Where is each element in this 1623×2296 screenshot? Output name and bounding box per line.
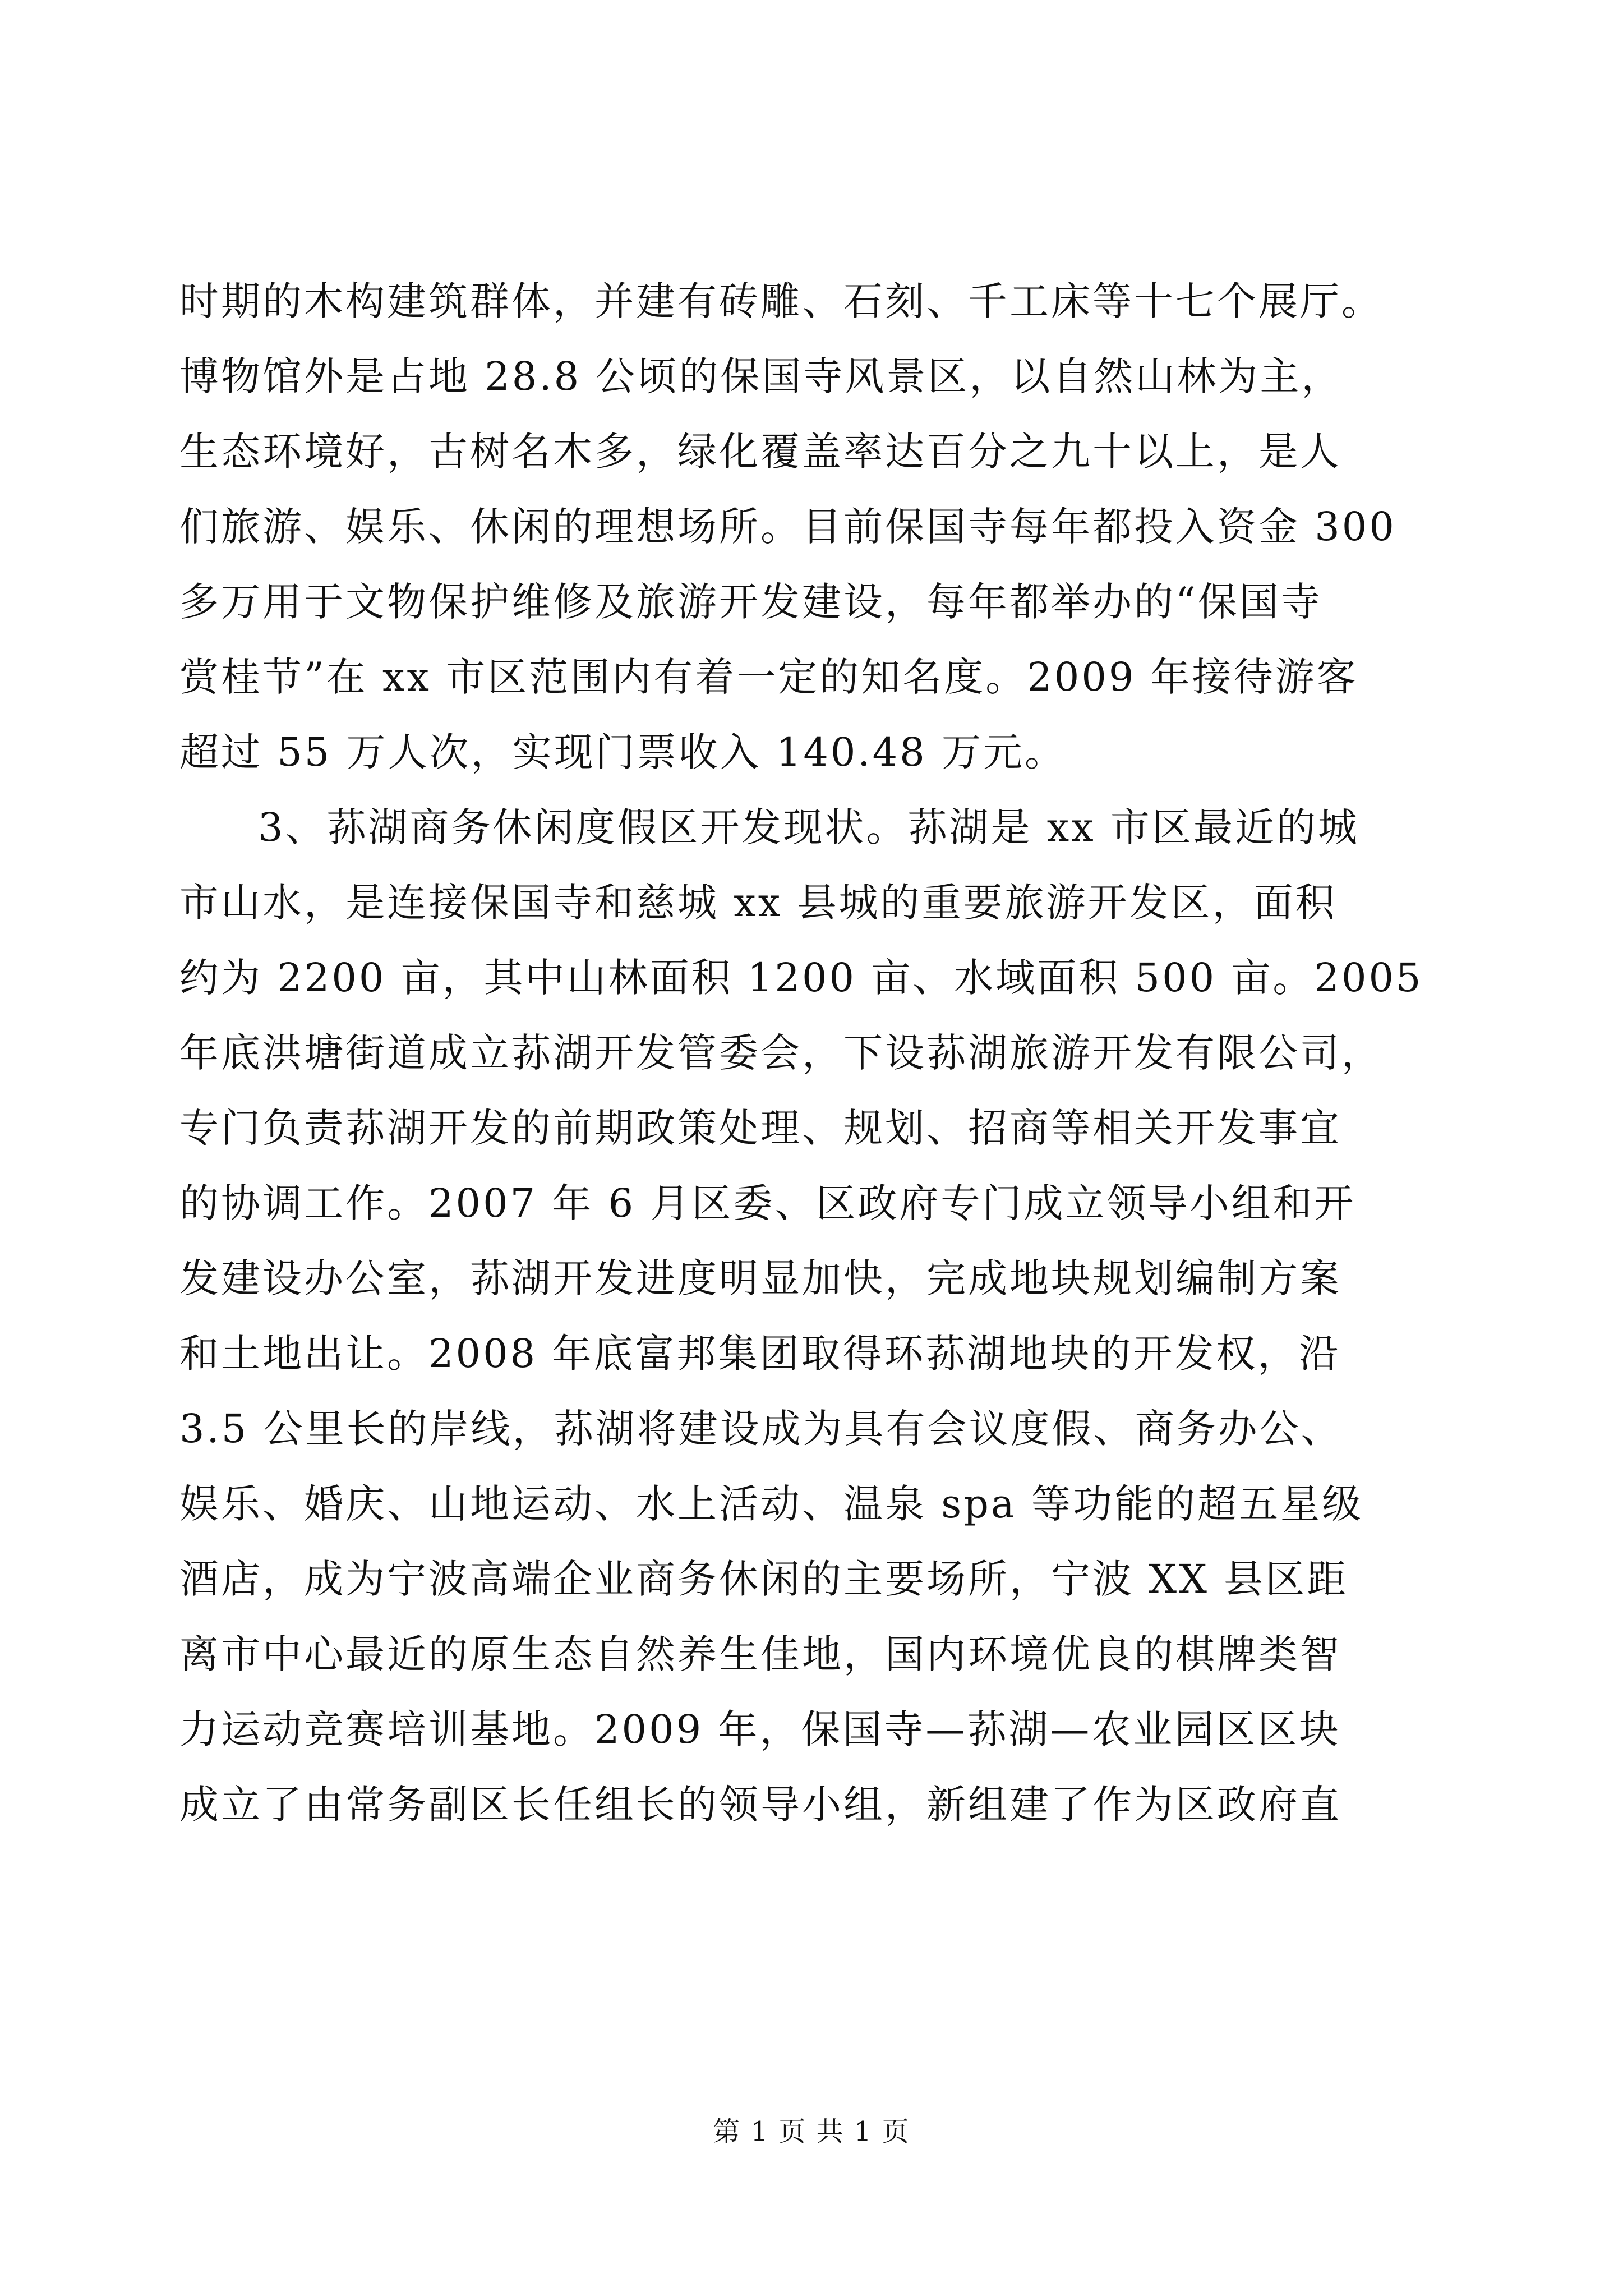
text-line: 和土地出让。2008 年底富邦集团取得环荪湖地块的开发权，沿 (179, 1331, 1341, 1377)
paragraph-start-line: 3、荪湖商务休闲度假区开发现状。荪湖是 xx 市区最近的城 (258, 804, 1359, 850)
text-line: 博物馆外是占地 28.8 公顷的保国寺风景区，以自然山林为主， (179, 353, 1343, 399)
text-line: 超过 55 万人次，实现门票收入 140.48 万元。 (179, 729, 1067, 775)
text-line: 发建设办公室，荪湖开发进度明显加快，完成地块规划编制方案 (179, 1255, 1341, 1301)
text-line: 市山水，是连接保国寺和慈城 xx 县城的重要旅游开发区，面积 (179, 880, 1337, 926)
text-line: 娱乐、婚庆、山地运动、水上活动、温泉 spa 等功能的超五星级 (179, 1481, 1363, 1527)
text-line: 酒店，成为宁波高端企业商务休闲的主要场所，宁波 XX 县区距 (179, 1556, 1349, 1602)
text-line: 时期的木构建筑群体，并建有砖雕、石刻、千工床等十七个展厅。 (179, 278, 1383, 324)
text-line: 的协调工作。2007 年 6 月区委、区政府专门成立领导小组和开 (179, 1180, 1356, 1226)
text-line: 赏桂节”在 xx 市区范围内有着一定的知名度。2009 年接待游客 (179, 654, 1358, 700)
text-line: 专门负责荪湖开发的前期政策处理、规划、招商等相关开发事宜 (179, 1105, 1341, 1151)
text-line: 力运动竞赛培训基地。2009 年，保国寺—荪湖—农业园区区块 (179, 1706, 1341, 1752)
text-line: 3.5 公里长的岸线，荪湖将建设成为具有会议度假、商务办公、 (179, 1406, 1343, 1452)
body-text (179, 264, 1453, 1842)
text-line: 约为 2200 亩，其中山林面积 1200 亩、水域面积 500 亩。2005 (179, 955, 1423, 1001)
text-line: 年底洪塘街道成立荪湖开发管委会，下设荪湖旅游开发有限公司， (179, 1030, 1383, 1076)
text-line: 成立了由常务副区长任组长的领导小组，新组建了作为区政府直 (179, 1782, 1341, 1828)
text-line: 多万用于文物保护维修及旅游开发建设，每年都举办的“保国寺 (179, 579, 1322, 625)
text-line: 离市中心最近的原生态自然养生佳地，国内环境优良的棋牌类智 (179, 1631, 1341, 1677)
text-line: 生态环境好，古树名木多，绿化覆盖率达百分之九十以上，是人 (179, 429, 1341, 475)
page-footer: 第 1 页 共 1 页 (713, 2116, 910, 2147)
text-line: 们旅游、娱乐、休闲的理想场所。目前保国寺每年都投入资金 300 (179, 504, 1396, 550)
